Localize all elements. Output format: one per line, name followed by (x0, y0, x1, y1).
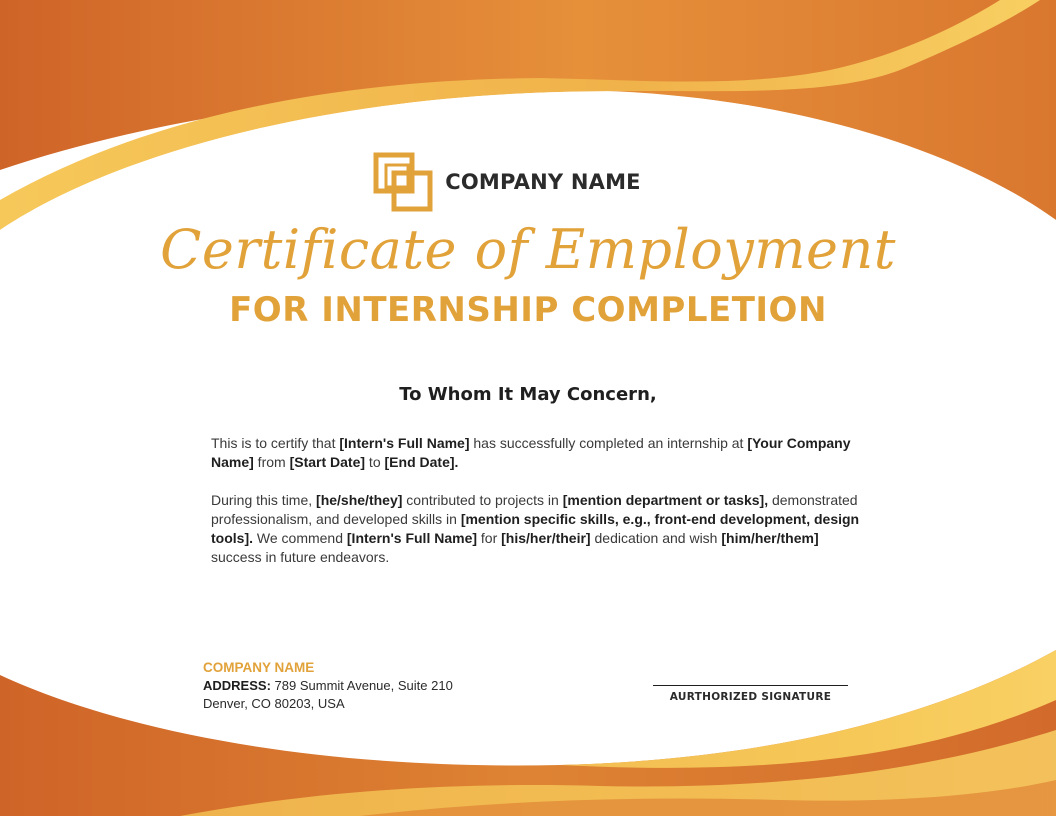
paragraph-2 (211, 491, 861, 567)
placeholder-text: [Intern's Full Name] (346, 530, 478, 546)
placeholder-text: [Start Date] (289, 454, 366, 470)
certificate-title: Certificate of Employment (160, 218, 896, 281)
paragraph-1 (211, 434, 861, 472)
body-text: demonstrated professionalism, and developed skills in (211, 492, 858, 527)
address-label: ADDRESS: (203, 678, 271, 693)
signature-label: AURTHORIZED SIGNATURE (669, 691, 832, 703)
address-line-1 (203, 677, 453, 695)
placeholder-text: [him/her/them] (721, 530, 819, 546)
address-street: 789 Summit Avenue, Suite 210 (274, 678, 453, 693)
company-header (0, 152, 1056, 212)
placeholder-text: [mention specific skills, e.g., front-end development, design tools]. (211, 511, 860, 546)
placeholder-text: [Intern's Full Name] (339, 435, 470, 451)
footer-company-name: COMPANY NAME (203, 660, 315, 675)
placeholder-text: [he/she/they] (316, 492, 403, 508)
salutation: To Whom It May Concern, (399, 384, 657, 405)
body-text: for (477, 530, 502, 546)
body-text: from (253, 454, 290, 470)
placeholder-text: [End Date]. (384, 454, 459, 470)
body-text: During this time, (211, 492, 317, 508)
body-text: has successfully completed an internship at (469, 435, 748, 451)
footer-company-info (203, 659, 453, 713)
body-text: success in future endeavors. (211, 549, 390, 565)
body-text: This is to certify that (211, 435, 340, 451)
address-line-2: Denver, CO 80203, USA (203, 696, 345, 711)
body-text: We commend (253, 530, 347, 546)
certificate-subtitle: FOR INTERNSHIP COMPLETION (229, 290, 827, 330)
placeholder-text: [Your Company Name] (211, 435, 851, 470)
placeholder-text: [his/her/their] (501, 530, 591, 546)
overlapping-squares-logo-icon (373, 152, 433, 212)
body-text: dedication and wish (590, 530, 722, 546)
signature-line (653, 685, 848, 686)
company-name-heading: COMPANY NAME (445, 170, 641, 194)
placeholder-text: [mention department or tasks], (562, 492, 769, 508)
body-text: contributed to projects in (402, 492, 563, 508)
signature-block (653, 685, 848, 703)
body-text: to (365, 454, 385, 470)
